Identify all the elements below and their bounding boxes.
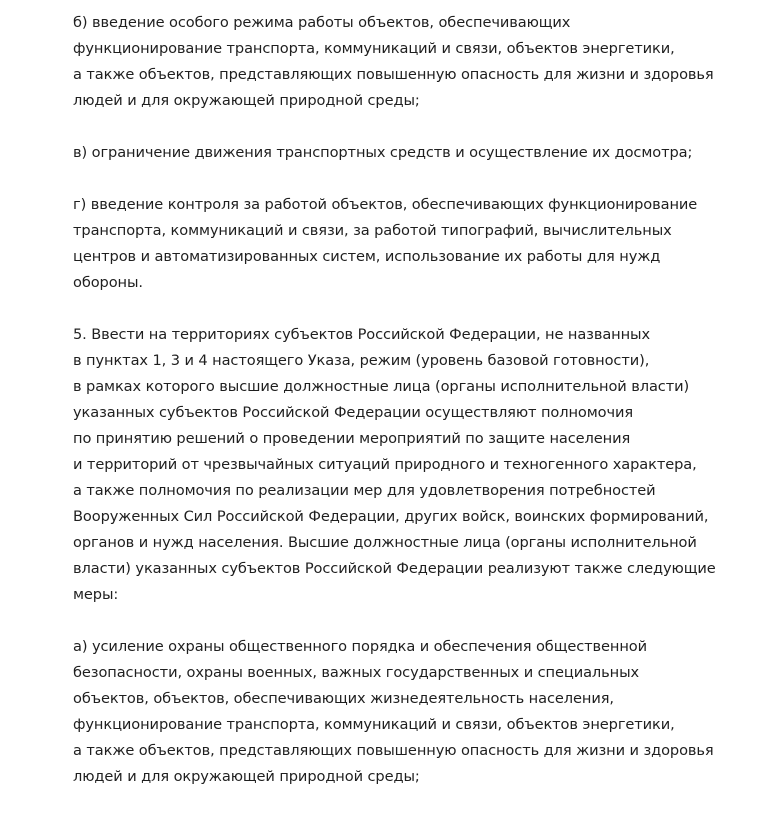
text-line: безопасности, охраны военных, важных государственных и специальных bbox=[73, 664, 640, 681]
document-body bbox=[73, 10, 763, 816]
text-line: транспорта, коммуникаций и связи, за работой типографий, вычислительных bbox=[73, 222, 672, 239]
text-line: органов и нужд населения. Высшие должностные лица (органы исполнительной bbox=[73, 534, 697, 551]
text-line: центров и автоматизированных систем, использование их работы для нужд bbox=[73, 248, 661, 265]
text-line: в) ограничение движения транспортных средств и осуществление их досмотра; bbox=[73, 144, 693, 161]
text-line: обороны. bbox=[73, 274, 143, 291]
text-line: и территорий от чрезвычайных ситуаций природного и техногенного характера, bbox=[73, 456, 697, 473]
text-line: а также объектов, представляющих повышенную опасность для жизни и здоровья bbox=[73, 742, 714, 759]
text-line: людей и для окружающей природной среды; bbox=[73, 768, 420, 785]
paragraph-5 bbox=[73, 322, 763, 608]
text-line: по принятию решений о проведении мероприятий по защите населения bbox=[73, 430, 631, 447]
text-line: меры: bbox=[73, 586, 119, 603]
text-line: 5. Ввести на территориях субъектов Российской Федерации, не названных bbox=[73, 326, 651, 343]
text-line: людей и для окружающей природной среды; bbox=[73, 92, 420, 109]
paragraph-a bbox=[73, 634, 763, 790]
text-line: в пунктах 1, 3 и 4 настоящего Указа, режим (уровень базовой готовности), bbox=[73, 352, 650, 369]
paragraph-g bbox=[73, 192, 763, 296]
text-line: власти) указанных субъектов Российской Федерации реализуют также следующие bbox=[73, 560, 716, 577]
paragraph-b bbox=[73, 10, 763, 114]
text-line: а также объектов, представляющих повышенную опасность для жизни и здоровья bbox=[73, 66, 714, 83]
text-line: а) усиление охраны общественного порядка и обеспечения общественной bbox=[73, 638, 648, 655]
text-line: Вооруженных Сил Российской Федерации, других войск, воинских формирований, bbox=[73, 508, 709, 525]
text-line: функционирование транспорта, коммуникаций и связи, объектов энергетики, bbox=[73, 716, 675, 733]
text-line: указанных субъектов Российской Федерации осуществляют полномочия bbox=[73, 404, 634, 421]
text-line: объектов, объектов, обеспечивающих жизнедеятельность населения, bbox=[73, 690, 614, 707]
paragraph-v bbox=[73, 140, 763, 166]
text-line: б) введение особого режима работы объектов, обеспечивающих bbox=[73, 14, 571, 31]
text-line: функционирование транспорта, коммуникаций и связи, объектов энергетики, bbox=[73, 40, 675, 57]
text-line: г) введение контроля за работой объектов, обеспечивающих функционирование bbox=[73, 196, 698, 213]
text-line: в рамках которого высшие должностные лица (органы исполнительной власти) bbox=[73, 378, 690, 395]
text-line: а также полномочия по реализации мер для удовлетворения потребностей bbox=[73, 482, 656, 499]
